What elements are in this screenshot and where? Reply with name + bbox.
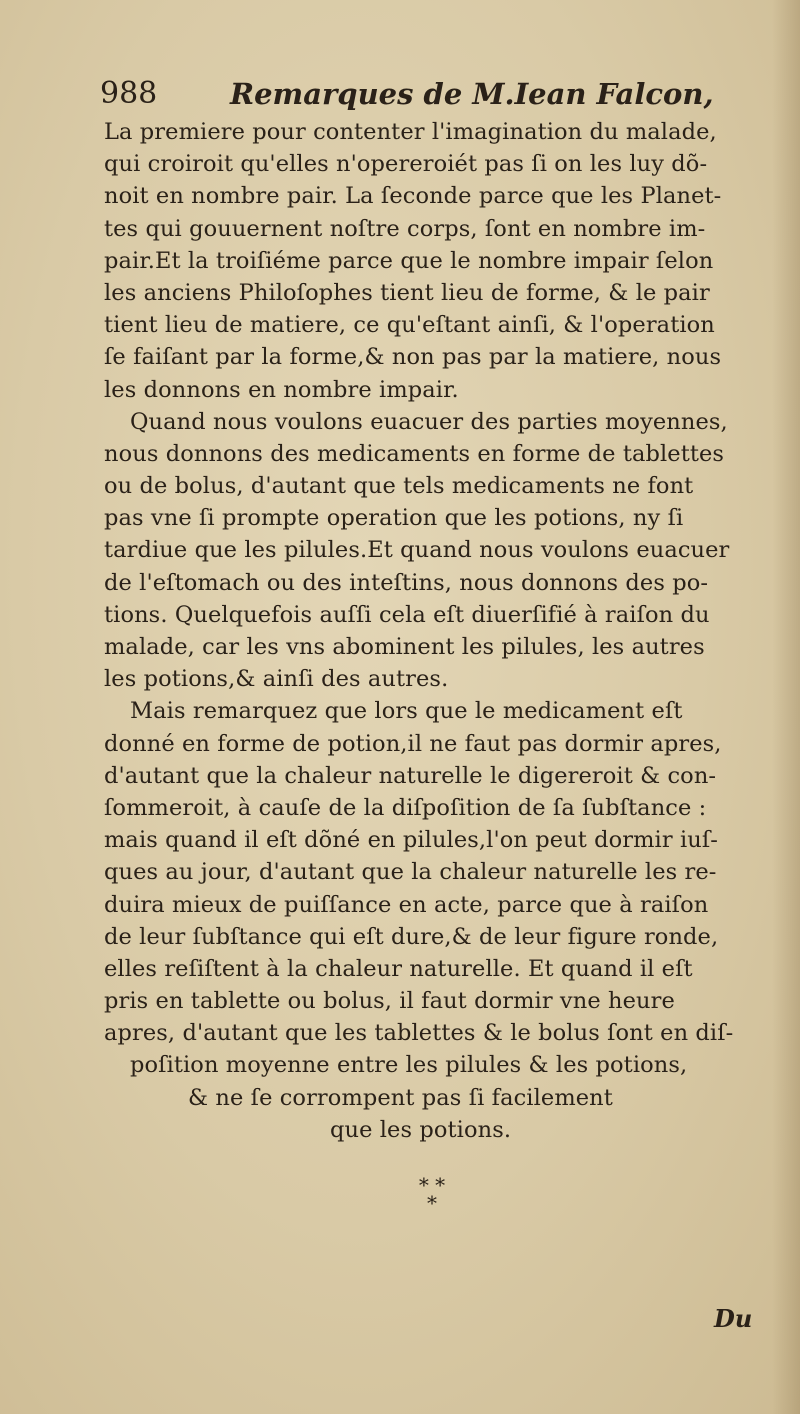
running-head: Remarques de M.Iean Falcon, <box>230 77 714 111</box>
text-line: pas vne ſi prompte operation que les potions, ny ſi <box>104 505 684 532</box>
text-line: ou de bolus, d'autant que tels medicaments ne font <box>104 473 694 500</box>
text-line-tail: & ne ſe corrompent pas ſi facilement <box>188 1084 613 1111</box>
text-line: noit en nombre pair. La ſeconde parce que les Planet- <box>104 183 722 210</box>
text-line: tes qui gouuernent noſtre corps, ſont en nombre im- <box>104 215 706 242</box>
text-line: Quand nous voulons euacuer des parties moyennes, <box>130 408 728 435</box>
text-line: ſommeroit, à cauſe de la diſpoſition de ſa ſubſtance : <box>104 794 707 821</box>
body-text <box>104 116 758 1146</box>
text-line: Mais remarquez que lors que le medicament eſt <box>130 698 683 725</box>
text-line: d'autant que la chaleur naturelle le digereroit & con- <box>104 762 717 789</box>
text-line: mais quand il eſt dõné en pilules,l'on peut dormir iuſ- <box>104 827 718 854</box>
text-line: ques au jour, d'autant que la chaleur naturelle les re- <box>104 859 717 886</box>
text-line: ſe faiſant par la forme,& non pas par la matiere, nous <box>104 344 722 371</box>
text-line: tient lieu de matiere, ce qu'eſtant ainſi, & l'operation <box>104 312 715 339</box>
text-line: de leur ſubſtance qui eſt dure,& de leur figure ronde, <box>104 923 719 950</box>
page-header <box>100 74 714 118</box>
text-line: elles reſiſtent à la chaleur naturelle. Et quand il eſt <box>104 955 693 982</box>
text-line-tail: poſition moyenne entre les pilules & les potions, <box>130 1052 688 1079</box>
text-line: tardiue que les pilules.Et quand nous voulons euacuer <box>104 537 730 564</box>
text-line: donné en forme de potion,il ne faut pas dormir apres, <box>104 730 722 757</box>
text-line: les anciens Philoſophes tient lieu de forme, & le pair <box>104 279 710 306</box>
catchword: Du <box>714 1304 753 1333</box>
text-line: qui croiroit qu'elles n'opereroiét pas ſi on les luy dõ- <box>104 151 708 178</box>
text-line: les potions,& ainſi des autres. <box>104 666 449 693</box>
text-line: de l'eſtomach ou des inteſtins, nous donnons des po- <box>104 569 709 596</box>
text-line: pair.Et la troiſiéme parce que le nombre impair ſelon <box>104 247 714 274</box>
text-line: pris en tablette ou bolus, il faut dormir vne heure <box>104 988 675 1015</box>
text-line: tions. Quelquefois auſſi cela eſt diuerſifié à raiſon du <box>104 601 710 628</box>
ornament-row: * <box>427 1191 437 1215</box>
text-line: duira mieux de puiſſance en acte, parce que à raiſon <box>104 891 709 918</box>
asterism-ornament <box>402 1173 462 1226</box>
text-line-tail: que les potions. <box>330 1116 512 1143</box>
text-line: La premiere pour contenter l'imagination du malade, <box>104 119 717 145</box>
ornament-row: * * <box>418 1173 446 1197</box>
text-line: malade, car les vns abominent les pilules, les autres <box>104 634 705 660</box>
page-edge-shadow <box>772 0 800 1414</box>
text-line: apres, d'autant que les tablettes & le bolus ſont en diſ- <box>104 1020 734 1047</box>
text-line: les donnons en nombre impair. <box>104 376 459 403</box>
page-number: 988 <box>100 76 158 111</box>
text-line: nous donnons des medicaments en forme de tablettes <box>104 440 725 467</box>
